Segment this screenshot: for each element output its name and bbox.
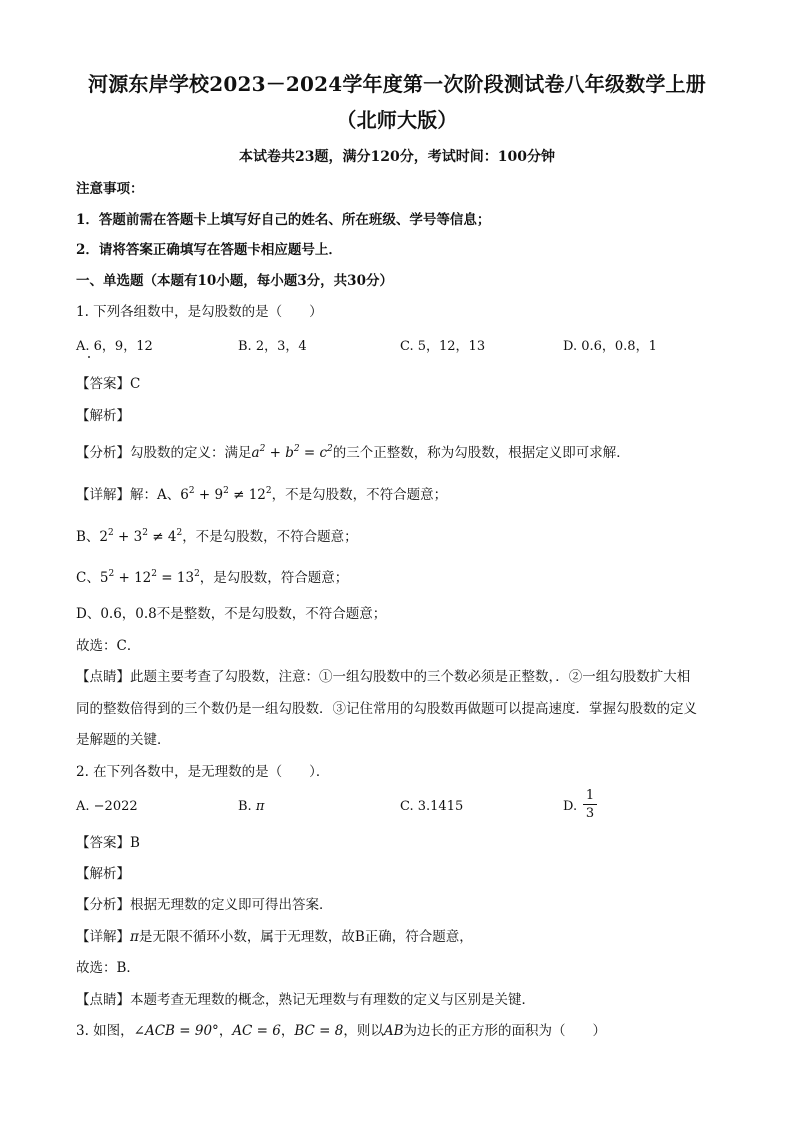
exam-title: 河源东岸学校2023－2024学年度第一次阶段测试卷八年级数学上册: [88, 72, 706, 96]
q1-dianjing-3: 是解题的关键．: [76, 732, 171, 748]
q1-fenxi-text: 【分析】勾股数的定义：满足: [76, 445, 252, 461]
q1-fenxi: [76, 444, 630, 462]
q2-option-d-label: D.: [563, 799, 578, 814]
q1-case-c-text: ，是勾股数，符合题意；: [199, 570, 349, 586]
q1-case-b-text: ，不是勾股数，不符合题意；: [182, 529, 358, 545]
q1-dianjing-2: 同的整数倍得到的三个数仍是一组勾股数．③记住常用的勾股数再做题可以提高速度．掌握勾股数的定义: [76, 701, 697, 717]
q1-analysis-label: 【解析】: [76, 408, 130, 424]
q2-fenxi: 【分析】根据无理数的定义即可得出答案．: [76, 897, 333, 913]
exam-meta: 本试卷共23题，满分120分，考试时间：100分钟: [239, 149, 555, 165]
pi-symbol: π: [255, 799, 265, 814]
q1-case-b: [76, 528, 358, 546]
q3-sep: ，: [280, 1023, 295, 1039]
q1-dianjing-1: 【点睛】此题主要考查了勾股数，注意：①一组勾股数中的三个数必须是正整数，．②一组勾股数扩大相: [76, 669, 691, 685]
formula-c: $5^2 + 12^2 = 13^2$: [99, 569, 200, 586]
stray-dot: [88, 356, 90, 358]
q3-angle: ∠ACB = 90°: [133, 1023, 219, 1039]
q1-option-a: A. 6，9，12: [76, 339, 153, 354]
q1-option-b: B. 2，3，4: [238, 339, 307, 354]
q2-answer: 【答案】B: [76, 835, 140, 851]
fraction-bar: [583, 804, 597, 805]
formula-b: $2^2 + 3^2 \ne 4^2$: [99, 528, 183, 545]
q1-xiangjie-text-2: ，不是勾股数，不符合题意；: [271, 487, 448, 503]
q1-xiangjie: [76, 486, 447, 504]
notes-item-1: 1．答题前需在答题卡上填写好自己的姓名、所在班级、学号等信息；: [76, 212, 491, 228]
q1-option-c: C. 5，12，13: [400, 339, 486, 354]
q1-case-b-label: B、: [76, 529, 100, 545]
q1-case-c: [76, 569, 348, 587]
q2-dianjing: 【点睛】本题考查无理数的概念，熟记无理数与有理数的定义与区别是关键．: [76, 992, 535, 1008]
q3-stem: [76, 1022, 606, 1040]
q1-xiangjie-text: 【详解】解：A、: [76, 487, 181, 503]
q3-stem-post: 为边长的正方形的面积为（ ）: [403, 1023, 607, 1039]
q2-option-b-label: B.: [238, 799, 252, 814]
q2-choose: 故选：B．: [76, 960, 140, 976]
q2-xiangjie: [76, 928, 473, 946]
exam-edition: （北师大版）: [336, 108, 458, 132]
fraction-numerator: 1: [585, 788, 595, 803]
pythagorean-formula: $a^2 + b^2 = c^2$: [251, 444, 333, 461]
fraction-denominator: 3: [585, 806, 595, 821]
q1-case-c-label: C、: [76, 570, 100, 586]
q2-option-b: [238, 799, 264, 814]
q3-stem-mid: ，则以: [343, 1023, 384, 1039]
q1-case-d: D、0.6，0.8不是整数，不是勾股数，不符合题意；: [76, 606, 387, 622]
q3-ac: AC = 6: [232, 1023, 281, 1039]
q1-answer: 【答案】C: [76, 376, 141, 392]
q3-ab: AB: [383, 1023, 404, 1039]
q2-stem: 2. 在下列各数中，是无理数的是（ ）．: [76, 764, 330, 780]
notes-heading: 注意事项：: [76, 181, 144, 197]
q3-sep: ，: [218, 1023, 233, 1039]
formula-a: $6^2 + 9^2 \ne 12^2$: [180, 486, 272, 503]
q1-choose: 故选：C．: [76, 638, 141, 654]
q2-option-c: C. 3.1415: [400, 799, 464, 814]
q2-xiangjie-text: 是无限不循环小数，属于无理数，故B正确，符合题意，: [138, 929, 473, 945]
q1-fenxi-text-2: 的三个正整数，称为勾股数，根据定义即可求解．: [332, 445, 630, 461]
pi-symbol: π: [130, 929, 139, 945]
q3-bc: BC = 8: [294, 1023, 344, 1039]
section-heading: 一、单选题（本题有10小题，每小题3分，共30分）: [76, 273, 393, 289]
fraction-one-third: [583, 788, 597, 821]
q3-stem-text: 3. 如图，: [76, 1023, 134, 1039]
q2-option-a: A. −2022: [76, 799, 138, 814]
q1-option-d: D. 0.6，0.8，1: [563, 339, 657, 354]
q2-analysis-label: 【解析】: [76, 866, 130, 882]
q2-xiangjie-label: 【详解】: [76, 929, 130, 945]
notes-item-2: 2．请将答案正确填写在答题卡相应题号上．: [76, 242, 342, 258]
q1-stem: 1. 下列各组数中，是勾股数的是（ ）: [76, 304, 323, 320]
